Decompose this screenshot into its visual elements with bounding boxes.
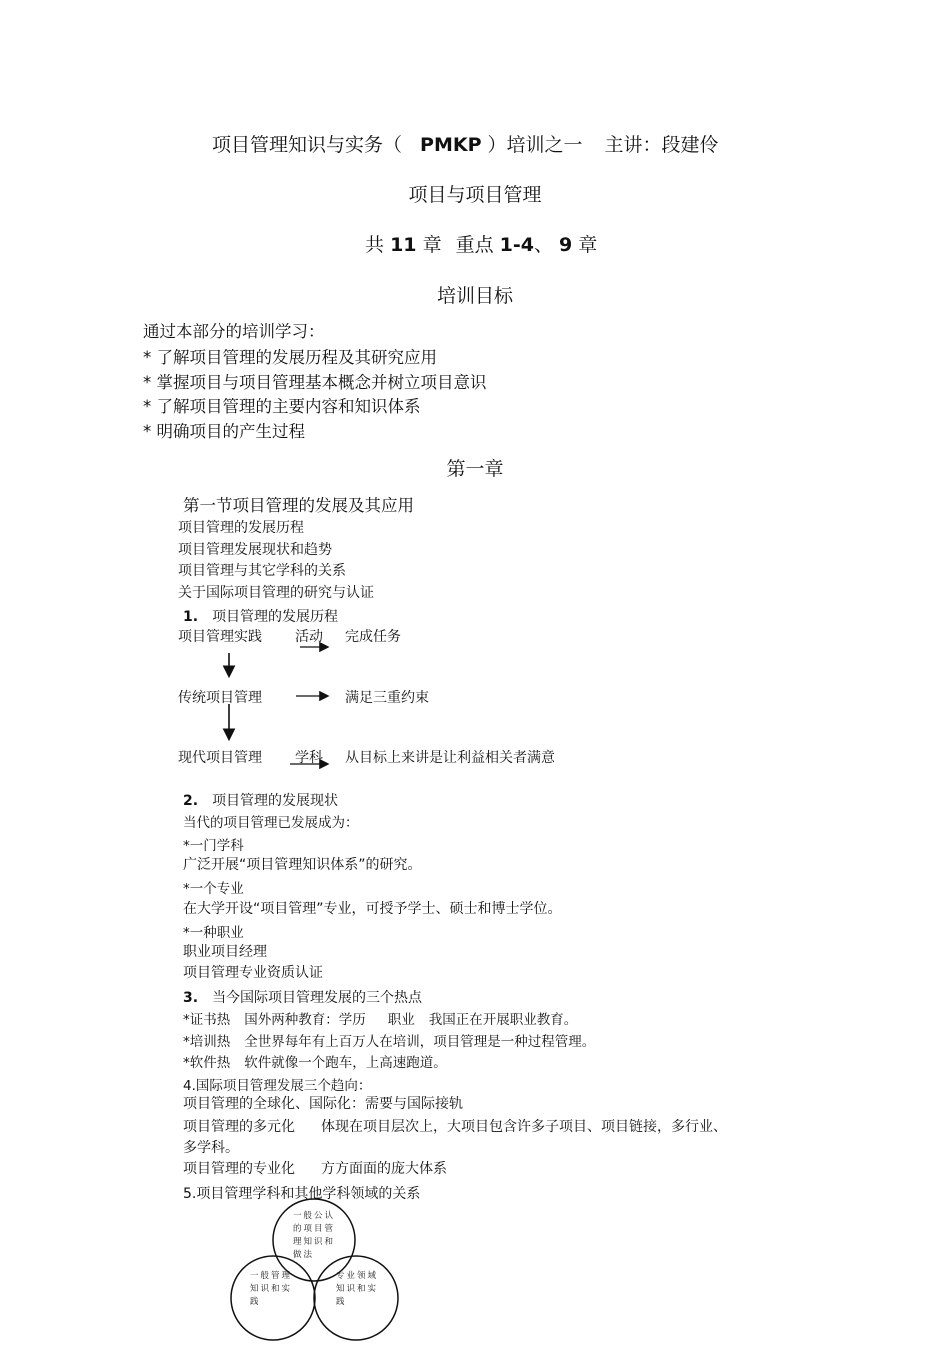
bullet-detail: 广泛开展“项目管理知识体系”的研究。 [183, 857, 422, 873]
bullet-detail: 项目管理专业资质认证 [183, 965, 323, 981]
objective-item: * 明确项目的产生过程 [143, 422, 305, 441]
bullet: *一种职业 [183, 925, 244, 941]
objective-item: * 了解项目管理的主要内容和知识体系 [143, 397, 421, 416]
bullet: *一门学科 [183, 838, 244, 854]
flow-row-2-right: 满足三重约束 [345, 690, 429, 706]
part5-heading: 5.项目管理学科和其他学科领域的关系 [183, 1186, 421, 1202]
venn-label-left: 一般管理知识和实践 [250, 1271, 293, 1307]
part1-heading: 1. 项目管理的发展历程 [183, 609, 339, 625]
hotspot-row: *软件热 软件就像一个跑车，上高速跑道。 [183, 1055, 447, 1071]
trend-line: 项目管理的多元化 体现在项目层次上，大项目包含许多子项目、项目链接，多行业、 [183, 1119, 727, 1135]
bullet-detail: 在大学开设“项目管理”专业，可授予学士、硕士和博士学位。 [183, 901, 562, 917]
hotspot-row: *培训热 全世界每年有上百万人在培训，项目管理是一种过程管理。 [183, 1034, 596, 1050]
objective-item: * 了解项目管理的发展历程及其研究应用 [143, 348, 437, 367]
section-item: 项目管理发展现状和趋势 [178, 542, 332, 558]
section-title: 第一节项目管理的发展及其应用 [183, 496, 414, 515]
flow-row-1-right: 完成任务 [345, 629, 401, 645]
venn-label-top: 一般公认的项目管理知识和做法 [293, 1211, 336, 1260]
flow-row-3-right: 从目标上来讲是让利益相关者满意 [345, 750, 555, 766]
chapter-heading: 第一章 [446, 458, 504, 480]
trend-line: 项目管理的专业化 方方面面的庞大体系 [183, 1161, 447, 1177]
part2-intro: 当代的项目管理已发展成为： [183, 815, 359, 831]
flow-row-3-mid: 学科 [295, 750, 323, 766]
flow-row-1-mid: 活动 [295, 629, 323, 645]
objectives-intro: 通过本部分的培训学习： [143, 322, 325, 341]
venn-label-right: 专业领域知识和实践 [336, 1271, 379, 1307]
flow-row-2-left: 传统项目管理 [178, 690, 262, 706]
bullet: *一个专业 [183, 881, 244, 897]
bullet-detail: 职业项目经理 [183, 944, 267, 960]
flow-row-1-left: 项目管理实践 [178, 629, 262, 645]
section-item: 关于国际项目管理的研究与认证 [178, 585, 374, 601]
part3-heading: 3. 当今国际项目管理发展的三个热点 [183, 990, 423, 1006]
header-line-1: 项目管理知识与实务（ PMKP ）培训之一 主讲：段建伶 [212, 134, 719, 156]
flow-row-3-left: 现代项目管理 [178, 750, 262, 766]
section-item: 项目管理与其它学科的关系 [178, 563, 346, 579]
hotspot-row: *证书热 国外两种教育：学历 职业 我国正在开展职业教育。 [183, 1012, 578, 1028]
doc-title: 项目与项目管理 [408, 184, 542, 206]
part4-heading: 4.国际项目管理发展三个趋向： [183, 1078, 372, 1094]
part2-heading: 2. 项目管理的发展现状 [183, 793, 339, 809]
section-item: 项目管理的发展历程 [178, 520, 304, 536]
trend-line-cont: 多学科。 [183, 1140, 239, 1156]
objective-item: * 掌握项目与项目管理基本概念并树立项目意识 [143, 373, 487, 392]
trend-line: 项目管理的全球化、国际化：需要与国际接轨 [183, 1096, 463, 1112]
section-heading: 培训目标 [436, 285, 513, 307]
header-line-3: 共 11 章 重点 1-4、 9 章 [365, 234, 598, 256]
